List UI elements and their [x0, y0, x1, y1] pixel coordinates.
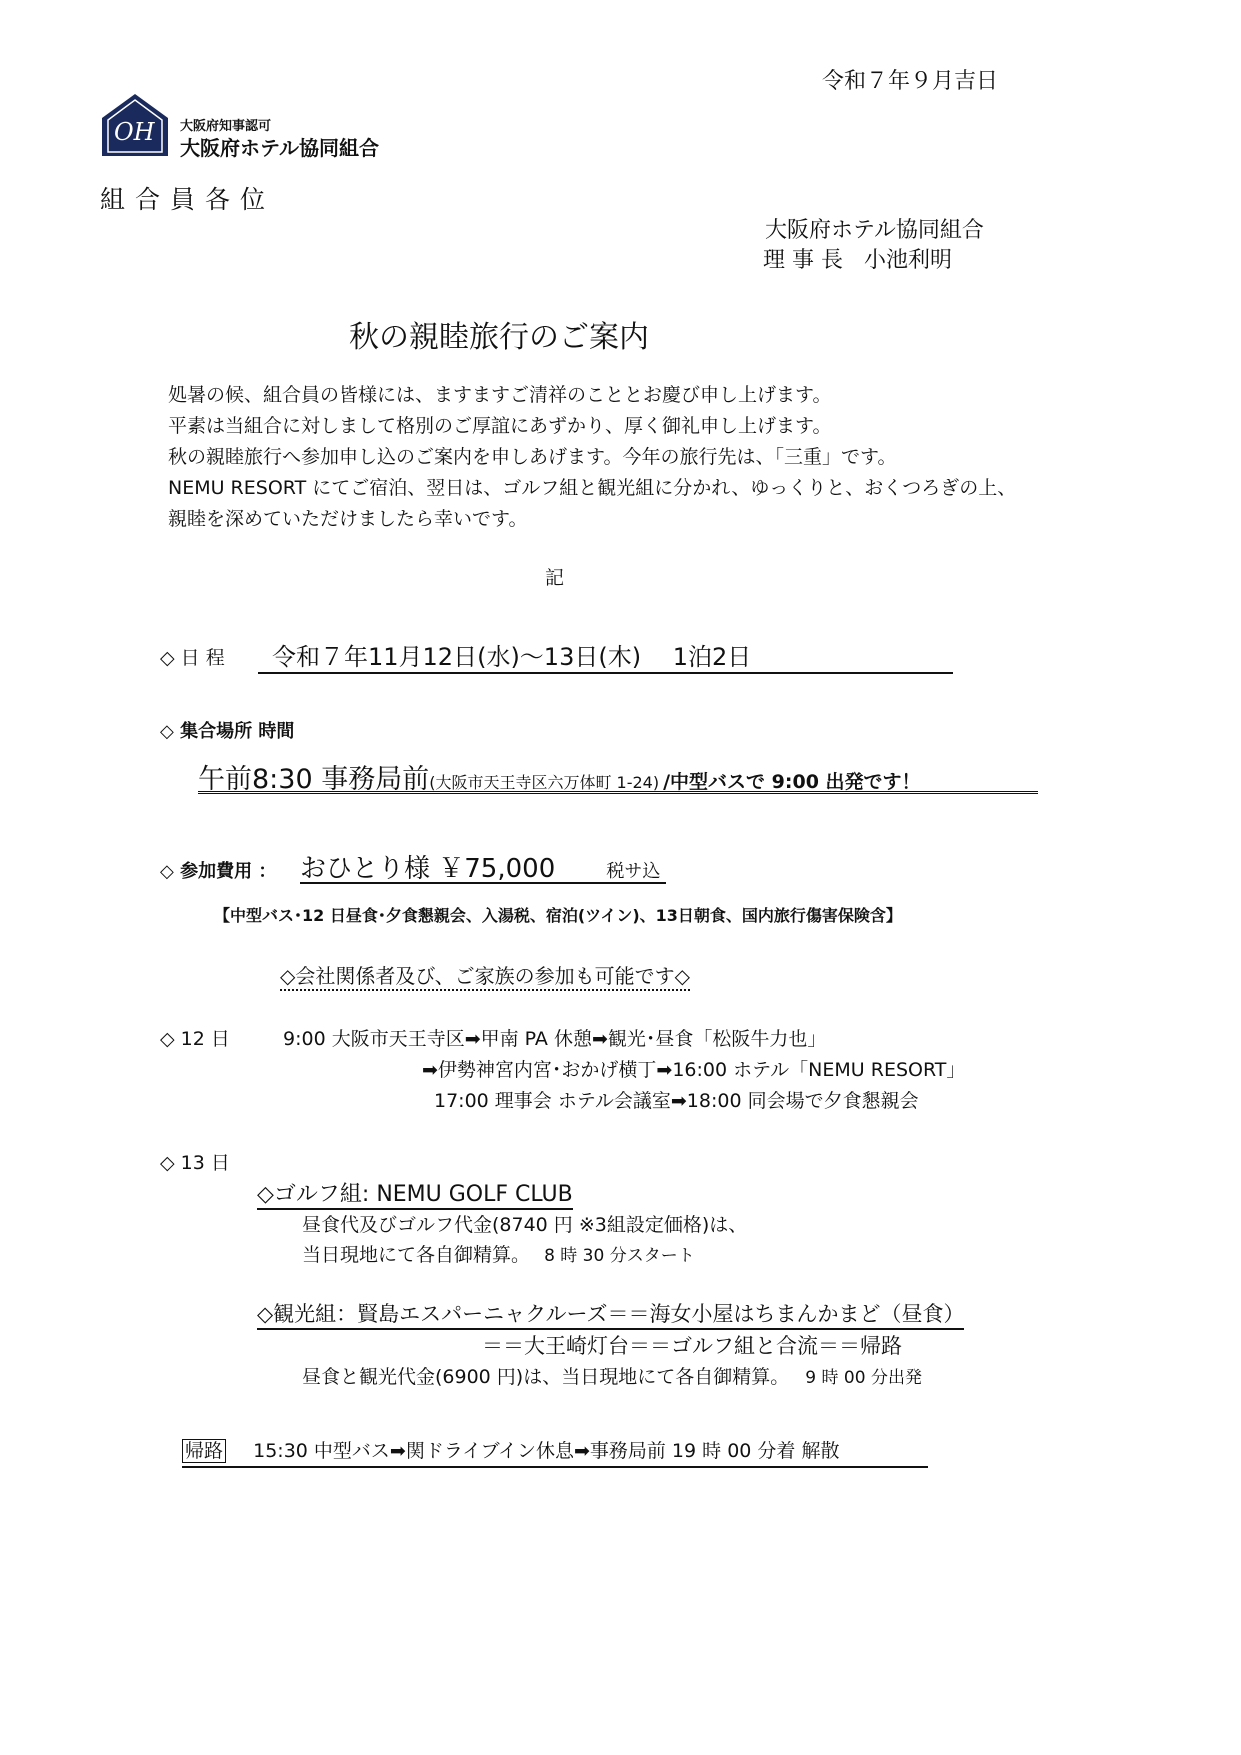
golf-line1: 昼食代及びゴルフ代金(8740 円 ※3組設定価格)は、 [302, 1214, 748, 1236]
day13-label: ◇ 13 日 [160, 1152, 230, 1174]
org-logo [100, 92, 170, 158]
intro-line: 平素は当組合に対しまして格別のご厚誼にあずかり、厚く御礼申し上げます。 [168, 415, 832, 437]
day12-line2: ➡伊勢神宮内宮･おかげ横丁➡16:00 ホテル「NEMU RESORT」 [422, 1059, 966, 1081]
fee-label: ◇ 参加費用 ： [160, 861, 277, 882]
tour-line3: 昼食と観光代金(6900 円)は、当日現地にて各自御精算。 [302, 1366, 790, 1388]
golf-start: 8 時 30 分スタート [544, 1246, 695, 1266]
tour-start: 9 時 00 分出発 [805, 1368, 922, 1388]
golf-title: ◇ゴルフ組: NEMU GOLF CLUB [257, 1177, 573, 1210]
sender-org: 大阪府ホテル協同組合 [765, 218, 984, 243]
fee-line [300, 848, 666, 884]
intro-line: 処暑の候、組合員の皆様には、ますますご清祥のこととお慶び申し上げます。 [168, 384, 832, 406]
logo-monogram: OH [114, 118, 155, 146]
day12-line1: 9:00 大阪市天王寺区➡甲南 PA 休憩➡観光･昼食「松阪牛力也」 [283, 1028, 827, 1050]
intro-line: NEMU RESORT にてご宿泊、翌日は、ゴルフ組と観光組に分かれ、ゆっくりと、おくつろぎの上、 [168, 477, 1017, 499]
day12-line3: 17:00 理事会 ホテル会議室➡18:00 同会場で夕食懇親会 [434, 1090, 919, 1112]
recipient: 組合員各位 [100, 185, 276, 214]
sender-title: 理 事 長 [763, 248, 843, 273]
meeting-line [198, 757, 1038, 794]
org-name-logo: 大阪府ホテル協同組合 [180, 136, 379, 160]
tour-line2: ＝＝大王崎灯台＝＝ゴルフ組と合流＝＝帰路 [482, 1334, 902, 1358]
day12-label: ◇ 12 日 [160, 1028, 230, 1050]
meeting-label: ◇ 集合場所 時間 [160, 721, 295, 742]
family-note: ◇会社関係者及び、ご家族の参加も可能です◇ [280, 960, 690, 991]
fee-amount: おひとり様 ￥75,000 [300, 854, 556, 884]
ki-marker: 記 [545, 567, 565, 589]
sender-line [763, 243, 952, 274]
golf-line2-wrap [302, 1240, 695, 1267]
meeting-bus: /中型バスで 9:00 出発です！ [663, 771, 921, 793]
fee-includes: 【中型バス･12 日昼食･夕食懇親会、入湯税、宿泊(ツイン)、13日朝食、国内旅行傷害保険含】 [214, 906, 902, 925]
return-text: 15:30 中型バス➡関ドライブイン休息➡事務局前 19 時 00 分着 解散 [253, 1440, 840, 1462]
schedule-label: ◇ 日 程 [160, 647, 225, 669]
page-title: 秋の親睦旅行のご案内 [349, 320, 649, 355]
tour-line3-wrap [302, 1362, 922, 1389]
return-label: 帰路 [182, 1439, 226, 1463]
document-date: 令和７年９月吉日 [822, 69, 999, 94]
golf-line2: 当日現地にて各自御精算。 [302, 1244, 531, 1266]
intro-line: 秋の親睦旅行へ参加申し込のご案内を申しあげます。今年の旅行先は、「三重」です。 [168, 446, 897, 468]
meeting-address: (大阪市天王寺区六万体町 1-24) [429, 773, 660, 792]
org-approval: 大阪府知事認可 [180, 119, 272, 134]
meeting-time-place: 午前8:30 事務局前 [198, 764, 430, 795]
schedule-value: 令和７年11月12日(水)～13日(木) 1泊2日 [258, 637, 953, 674]
fee-tax: 税サ込 [606, 861, 661, 882]
intro-paragraph [168, 380, 1016, 535]
tour-title: ◇観光組：賢島エスパーニャクルーズ＝＝海女小屋はちまんかまど（昼食） [257, 1298, 964, 1330]
return-line [182, 1436, 928, 1468]
intro-line: 親睦を深めていただけましたら幸いです。 [168, 508, 528, 530]
sender-name: 小池利明 [864, 248, 953, 273]
